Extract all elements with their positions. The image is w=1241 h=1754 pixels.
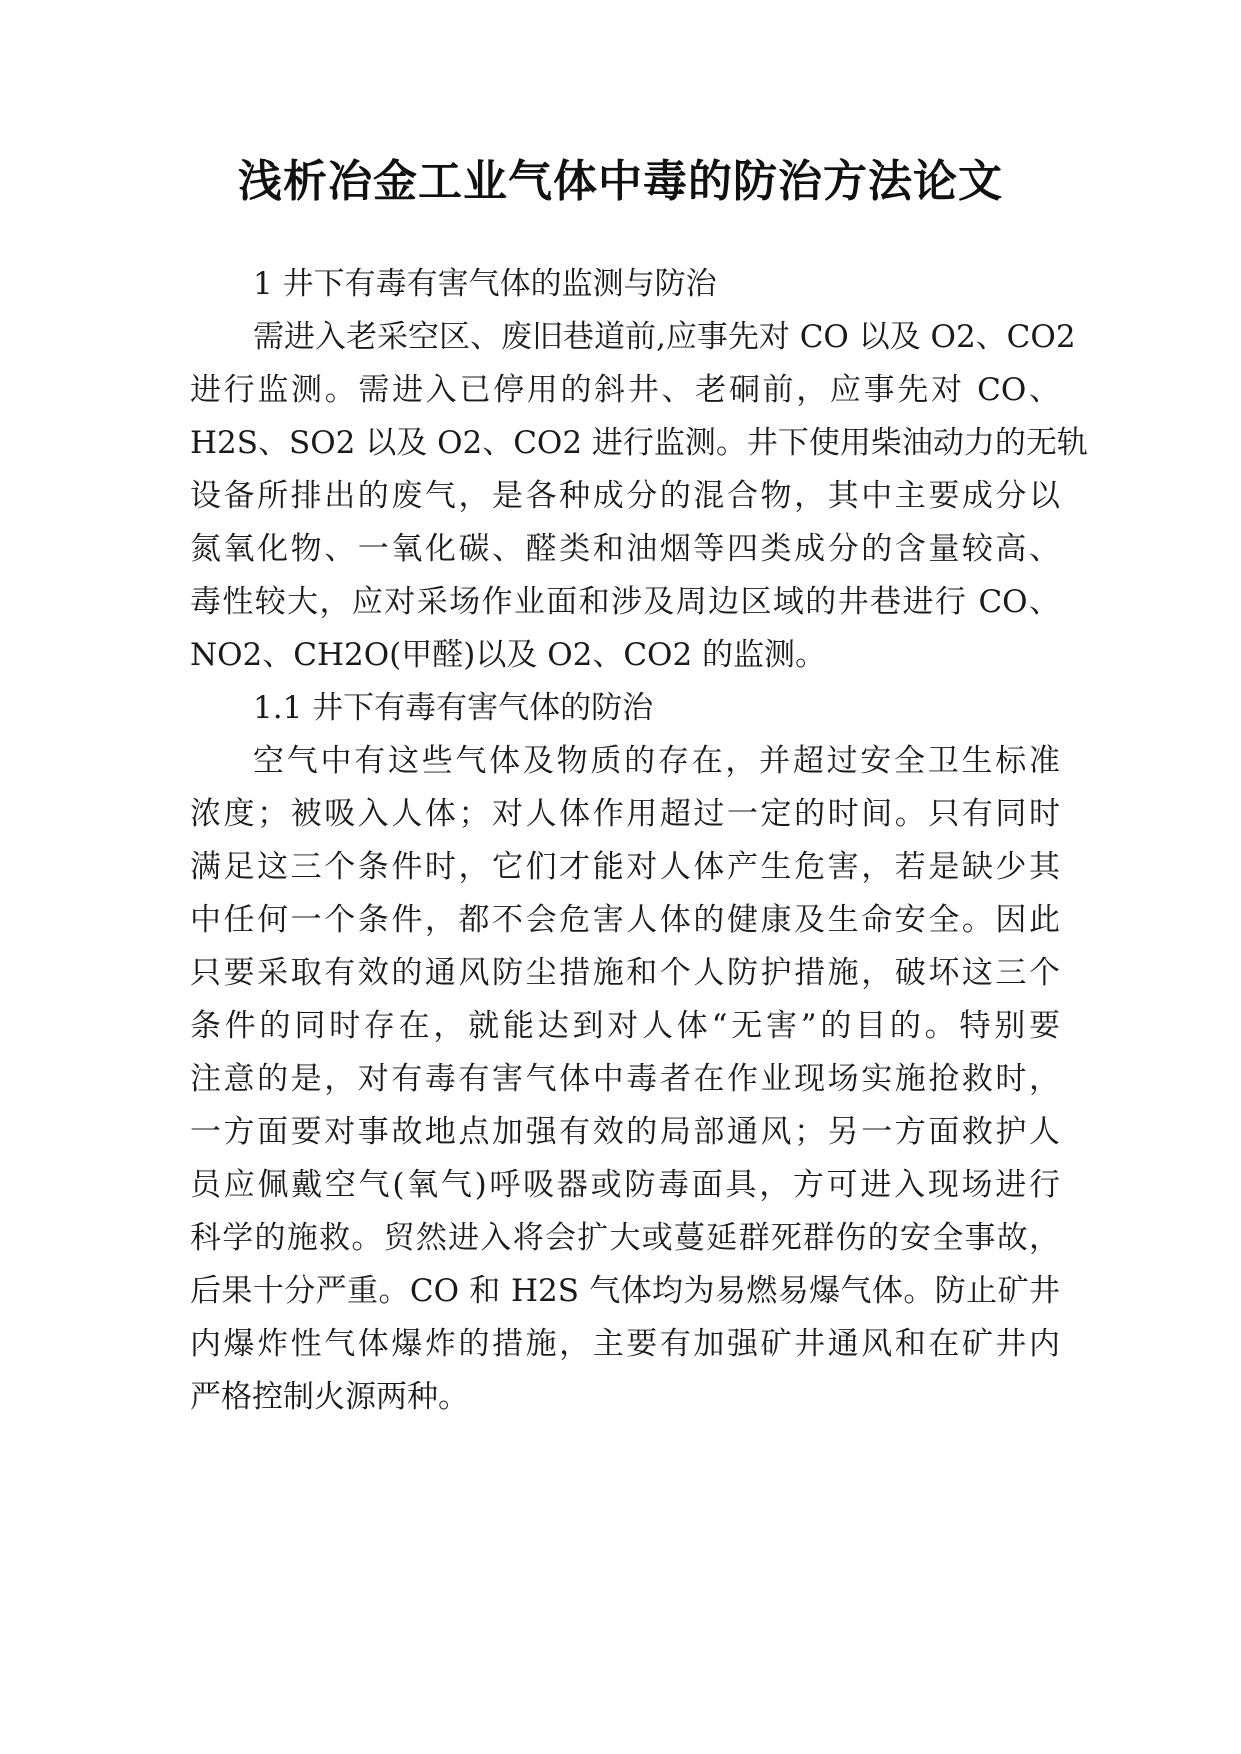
paragraph-2-line: 注意的是，对有毒有害气体中毒者在作业现场实施抢救时， xyxy=(190,1061,1060,1097)
paragraph-2-line: 浓度；被吸入人体；对人体作用超过一定的时间。只有同时 xyxy=(190,796,1060,832)
paragraph-1-line: 氮氧化物、一氧化碳、醛类和油烟等四类成分的含量较高、 xyxy=(190,531,1060,567)
paragraph-2-line: 中任何一个条件，都不会危害人体的健康及生命安全。因此 xyxy=(190,902,1060,938)
paragraph-2-line: 员应佩戴空气(氧气)呼吸器或防毒面具，方可进入现场进行 xyxy=(190,1167,1060,1203)
paragraph-1-line: 需进入老采空区、废旧巷道前,应事先对 CO 以及 O2、CO2 xyxy=(253,319,1076,355)
paragraph-2-line: 后果十分严重。CO 和 H2S 气体均为易燃易爆气体。防止矿井 xyxy=(190,1273,1060,1309)
paragraph-2-line: 空气中有这些气体及物质的存在，并超过安全卫生标准 xyxy=(253,743,1060,779)
paragraph-2-line: 条件的同时存在，就能达到对人体“无害”的目的。特别要 xyxy=(190,1008,1060,1044)
paragraph-2-line: 满足这三个条件时，它们才能对人体产生危害，若是缺少其 xyxy=(190,849,1060,885)
section-heading-1-1: 1.1 井下有毒有害气体的防治 xyxy=(253,690,654,726)
paragraph-1-line: NO2、CH2O(甲醛)以及 O2、CO2 的监测。 xyxy=(190,637,827,673)
paragraph-1-line: 设备所排出的废气，是各种成分的混合物，其中主要成分以 xyxy=(190,478,1060,514)
paragraph-2-line: 只要采取有效的通风防尘措施和个人防护措施，破坏这三个 xyxy=(190,955,1060,991)
paragraph-2-line: 严格控制火源两种。 xyxy=(190,1379,469,1415)
paragraph-1-line: 毒性较大，应对采场作业面和涉及周边区域的井巷进行 CO、 xyxy=(190,584,1060,620)
paragraph-1-line: 进行监测。需进入已停用的斜井、老硐前，应事先对 CO、 xyxy=(190,372,1060,408)
paragraph-2-line: 一方面要对事故地点加强有效的局部通风；另一方面救护人 xyxy=(190,1114,1060,1150)
document-title: 浅析冶金工业气体中毒的防治方法论文 xyxy=(238,156,1003,207)
paragraph-2-line: 科学的施救。贸然进入将会扩大或蔓延群死群伤的安全事故， xyxy=(190,1220,1060,1256)
section-heading-1: 1 井下有毒有害气体的监测与防治 xyxy=(253,266,717,302)
paragraph-2-line: 内爆炸性气体爆炸的措施，主要有加强矿井通风和在矿井内 xyxy=(190,1326,1060,1362)
paragraph-1-line: H2S、SO2 以及 O2、CO2 进行监测。井下使用柴油动力的无轨 xyxy=(190,425,1088,461)
